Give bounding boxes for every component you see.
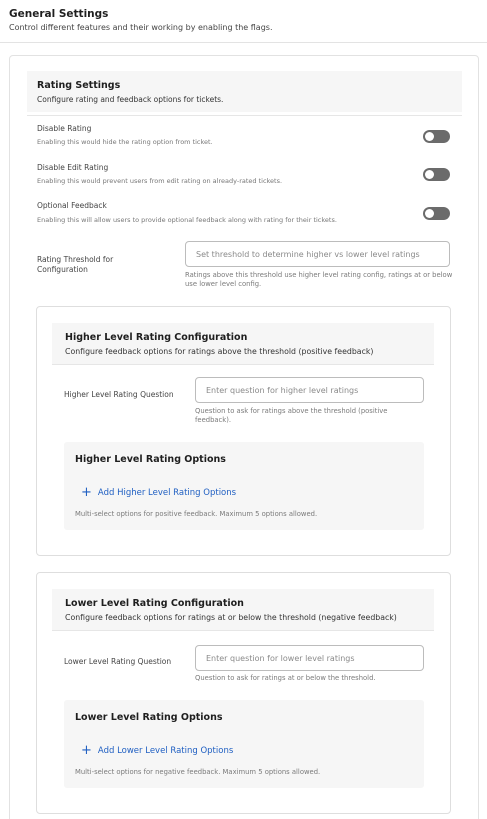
- add-lower-options-label: Add Lower Level Rating Options: [97, 746, 234, 756]
- higher-options-title: Higher Level Rating Options: [75, 454, 226, 465]
- lower-question-label: Lower Level Rating Question: [64, 657, 172, 666]
- optional-feedback-description: Enabling this will allow users to provide optional feedback along with rating for their tickets.: [37, 216, 337, 224]
- lower-options-hint: Multi-select options for negative feedback. Maximum 5 options allowed.: [75, 768, 321, 776]
- rating-threshold-hint: Ratings above this threshold use higher level rating config, ratings at or below use lower level config.: [185, 271, 453, 288]
- divider: [27, 115, 462, 116]
- higher-question-hint: Question to ask for ratings above the threshold (positive feedback).: [195, 407, 388, 424]
- higher-question-label: Higher Level Rating Question: [64, 390, 174, 399]
- lower-question-hint: Question to ask for ratings at or below the threshold.: [195, 674, 376, 682]
- disable-edit-rating-toggle[interactable]: [423, 168, 450, 181]
- add-higher-options-button[interactable]: [81, 485, 237, 500]
- plus-icon: +: [81, 743, 92, 758]
- higher-options-box: [64, 442, 424, 530]
- add-lower-options-button[interactable]: [81, 743, 234, 758]
- rating-threshold-label: Rating Threshold for Configuration: [37, 255, 114, 274]
- toggle-knob: [425, 132, 434, 141]
- lower-options-box: [64, 700, 424, 788]
- page-subtitle: Control different features and their working by enabling the flags.: [9, 23, 273, 32]
- higher-question-input[interactable]: [195, 377, 424, 403]
- lower-question-input[interactable]: [195, 645, 424, 671]
- lower-level-header: [52, 589, 434, 631]
- lower-level-subtitle: Configure feedback options for ratings at or below the threshold (negative feedback): [65, 613, 397, 622]
- higher-options-hint: Multi-select options for positive feedback. Maximum 5 options allowed.: [75, 510, 318, 518]
- disable-rating-label: Disable Rating: [37, 124, 92, 133]
- higher-level-title: Higher Level Rating Configuration: [65, 332, 248, 343]
- optional-feedback-label: Optional Feedback: [37, 201, 107, 210]
- rating-threshold-input[interactable]: [185, 241, 450, 267]
- rating-settings-title: Rating Settings: [37, 80, 121, 91]
- rating-settings-subtitle: Configure rating and feedback options for tickets.: [37, 95, 224, 104]
- lower-level-card: [36, 572, 451, 814]
- higher-level-card: [36, 306, 451, 556]
- higher-level-header: [52, 323, 434, 365]
- add-higher-options-label: Add Higher Level Rating Options: [97, 488, 237, 498]
- page-title: General Settings: [9, 8, 109, 20]
- disable-rating-toggle[interactable]: [423, 130, 450, 143]
- plus-icon: +: [81, 485, 92, 500]
- optional-feedback-toggle[interactable]: [423, 207, 450, 220]
- higher-level-subtitle: Configure feedback options for ratings above the threshold (positive feedback): [65, 347, 374, 356]
- toggle-knob: [425, 170, 434, 179]
- disable-rating-description: Enabling this would hide the rating option from ticket.: [37, 138, 213, 146]
- disable-edit-rating-label: Disable Edit Rating: [37, 163, 109, 172]
- rating-settings-header: [27, 71, 462, 112]
- lower-level-title: Lower Level Rating Configuration: [65, 598, 244, 609]
- lower-options-title: Lower Level Rating Options: [75, 712, 223, 723]
- page-header: [0, 0, 487, 43]
- toggle-knob: [425, 209, 434, 218]
- disable-edit-rating-description: Enabling this would prevent users from edit rating on already-rated tickets.: [37, 177, 283, 185]
